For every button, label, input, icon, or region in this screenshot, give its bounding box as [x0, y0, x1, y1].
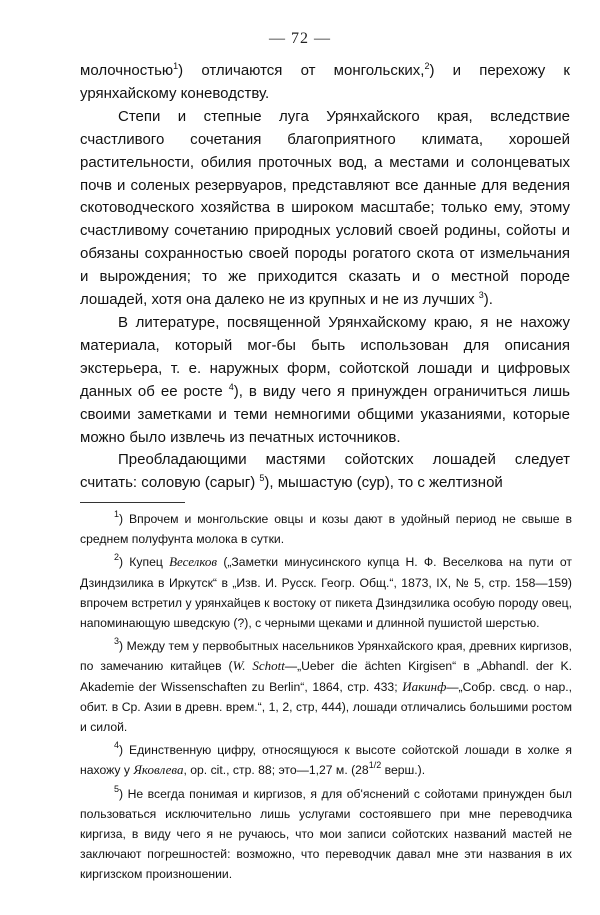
paragraph-3: В литературе, посвященной Урянхайскому краю, я не нахожу материала, который мог-бы быть использован для описания экстерьера, т. е. наружных форм, сойотской лошади и цифровых данных об ее росте $^4$), в виду чего я принужден ограничиться лишь своими заметками и теми немногими общими указаниями, которые можно было извлечь из печатных источников. [80, 313, 570, 446]
footnote-4: $^4$) Единственную цифру, относящуюся к высоте сойотской лошади в холке я нахожу у Яковлева, op. cit., стр. 88; это—1,27 м. ($28^{1/2}$ верш.). [80, 740, 572, 778]
paragraph-2: Степи и степные луга Урянхайского края, вследствие счастливого сочетания благоприятного климата, хорошей растительности, обилия проточных вод, а местами и солонцеватых почв и соленых резервуаров, представляют все данные для ведения скотоводческого хозяйства в широком масштабе; только ему, этому счастливому сочетанию природных условий своей родины, сойоты и обязаны сохранностью своей породы рогатого скота от измельчания и вырождения; то же приходится сказать и о местной породе лошадей, хотя она далеко не из крупных и не из лучших $^3$). [80, 107, 570, 309]
footnote-2: $^2$) Купец Веселков („Заметки минусинского купца Н. Ф. Веселкова на пути от Дзиндзилика в Иркутск“ в „Изв. И. Русск. Геогр. Общ.“, 1873, IX, № 5, стр. 158—159) впрочем встретил у урянхайцев к востоку от пикета Дзиндзилика особую породу овец, напоминающую шведскую (?), с черными щеками и длинной пушистой шерстью. [80, 552, 572, 631]
page-number: — 72 — [269, 30, 331, 47]
paragraph-1: молочностью$^1$) отличаются от монгольских,$^2$) и перехожу к урянхайскому коневодству. [80, 61, 570, 102]
paragraph-4: Преобладающими мастями сойотских лошадей следует считать: соловую (сарыг) $^5$), мышастую (сур), то с желтизной [80, 451, 570, 492]
footnote-ref-4: 4 [228, 381, 234, 392]
author-yakovlev: Яковлева [133, 762, 184, 778]
footnote-ref-2: 2 [424, 61, 430, 71]
author-iakinf: Иакинф [402, 678, 447, 694]
footnote-ref-1: 1 [173, 61, 179, 71]
footnote-divider [80, 502, 185, 503]
author-veselkov: Веселков [169, 554, 218, 570]
footnote-3: $^3$) Между тем у первобытных насельников Урянхайского края, древних киргизов, по замечанию китайцев (W. Schott—„Ueber die ächten Kirgisen“ в „Abhandl. der K. Akademie der Wissenschaften zu Berlin“, 1864, стр. 433; Иакинф—„Собр. свсд. о нар., обит. в Ср. Азии в древн. врем.“, 1, 2, стр, 444), лошади отличались большими ростом и силой. [80, 636, 572, 735]
footnote-ref-3: 3 [478, 290, 484, 301]
footnote-ref-5: 5 [259, 473, 265, 484]
author-schott: W. Schott [232, 658, 285, 674]
footnote-5: $^5$) Не всегда понимая и киргизов, я для об'яснений с сойотами принужден был пользоваться исключительно лишь услугами состоявшего при мне переводчика киргиза, в виду чего я не ручаюсь, что мои записи сойотских названий мастей не заключают погрешностей: возможно, что переводчик давал мне эти названия в их киргизском произношении. [80, 783, 572, 882]
footnote-1: $^1$) Впрочем и монгольские овцы и козы дают в удойный период не свыше в среднем полуфунта молока в сутки. [80, 509, 572, 547]
main-text [80, 60, 570, 495]
footnotes [80, 509, 572, 885]
fraction: 1/2 [368, 760, 382, 771]
